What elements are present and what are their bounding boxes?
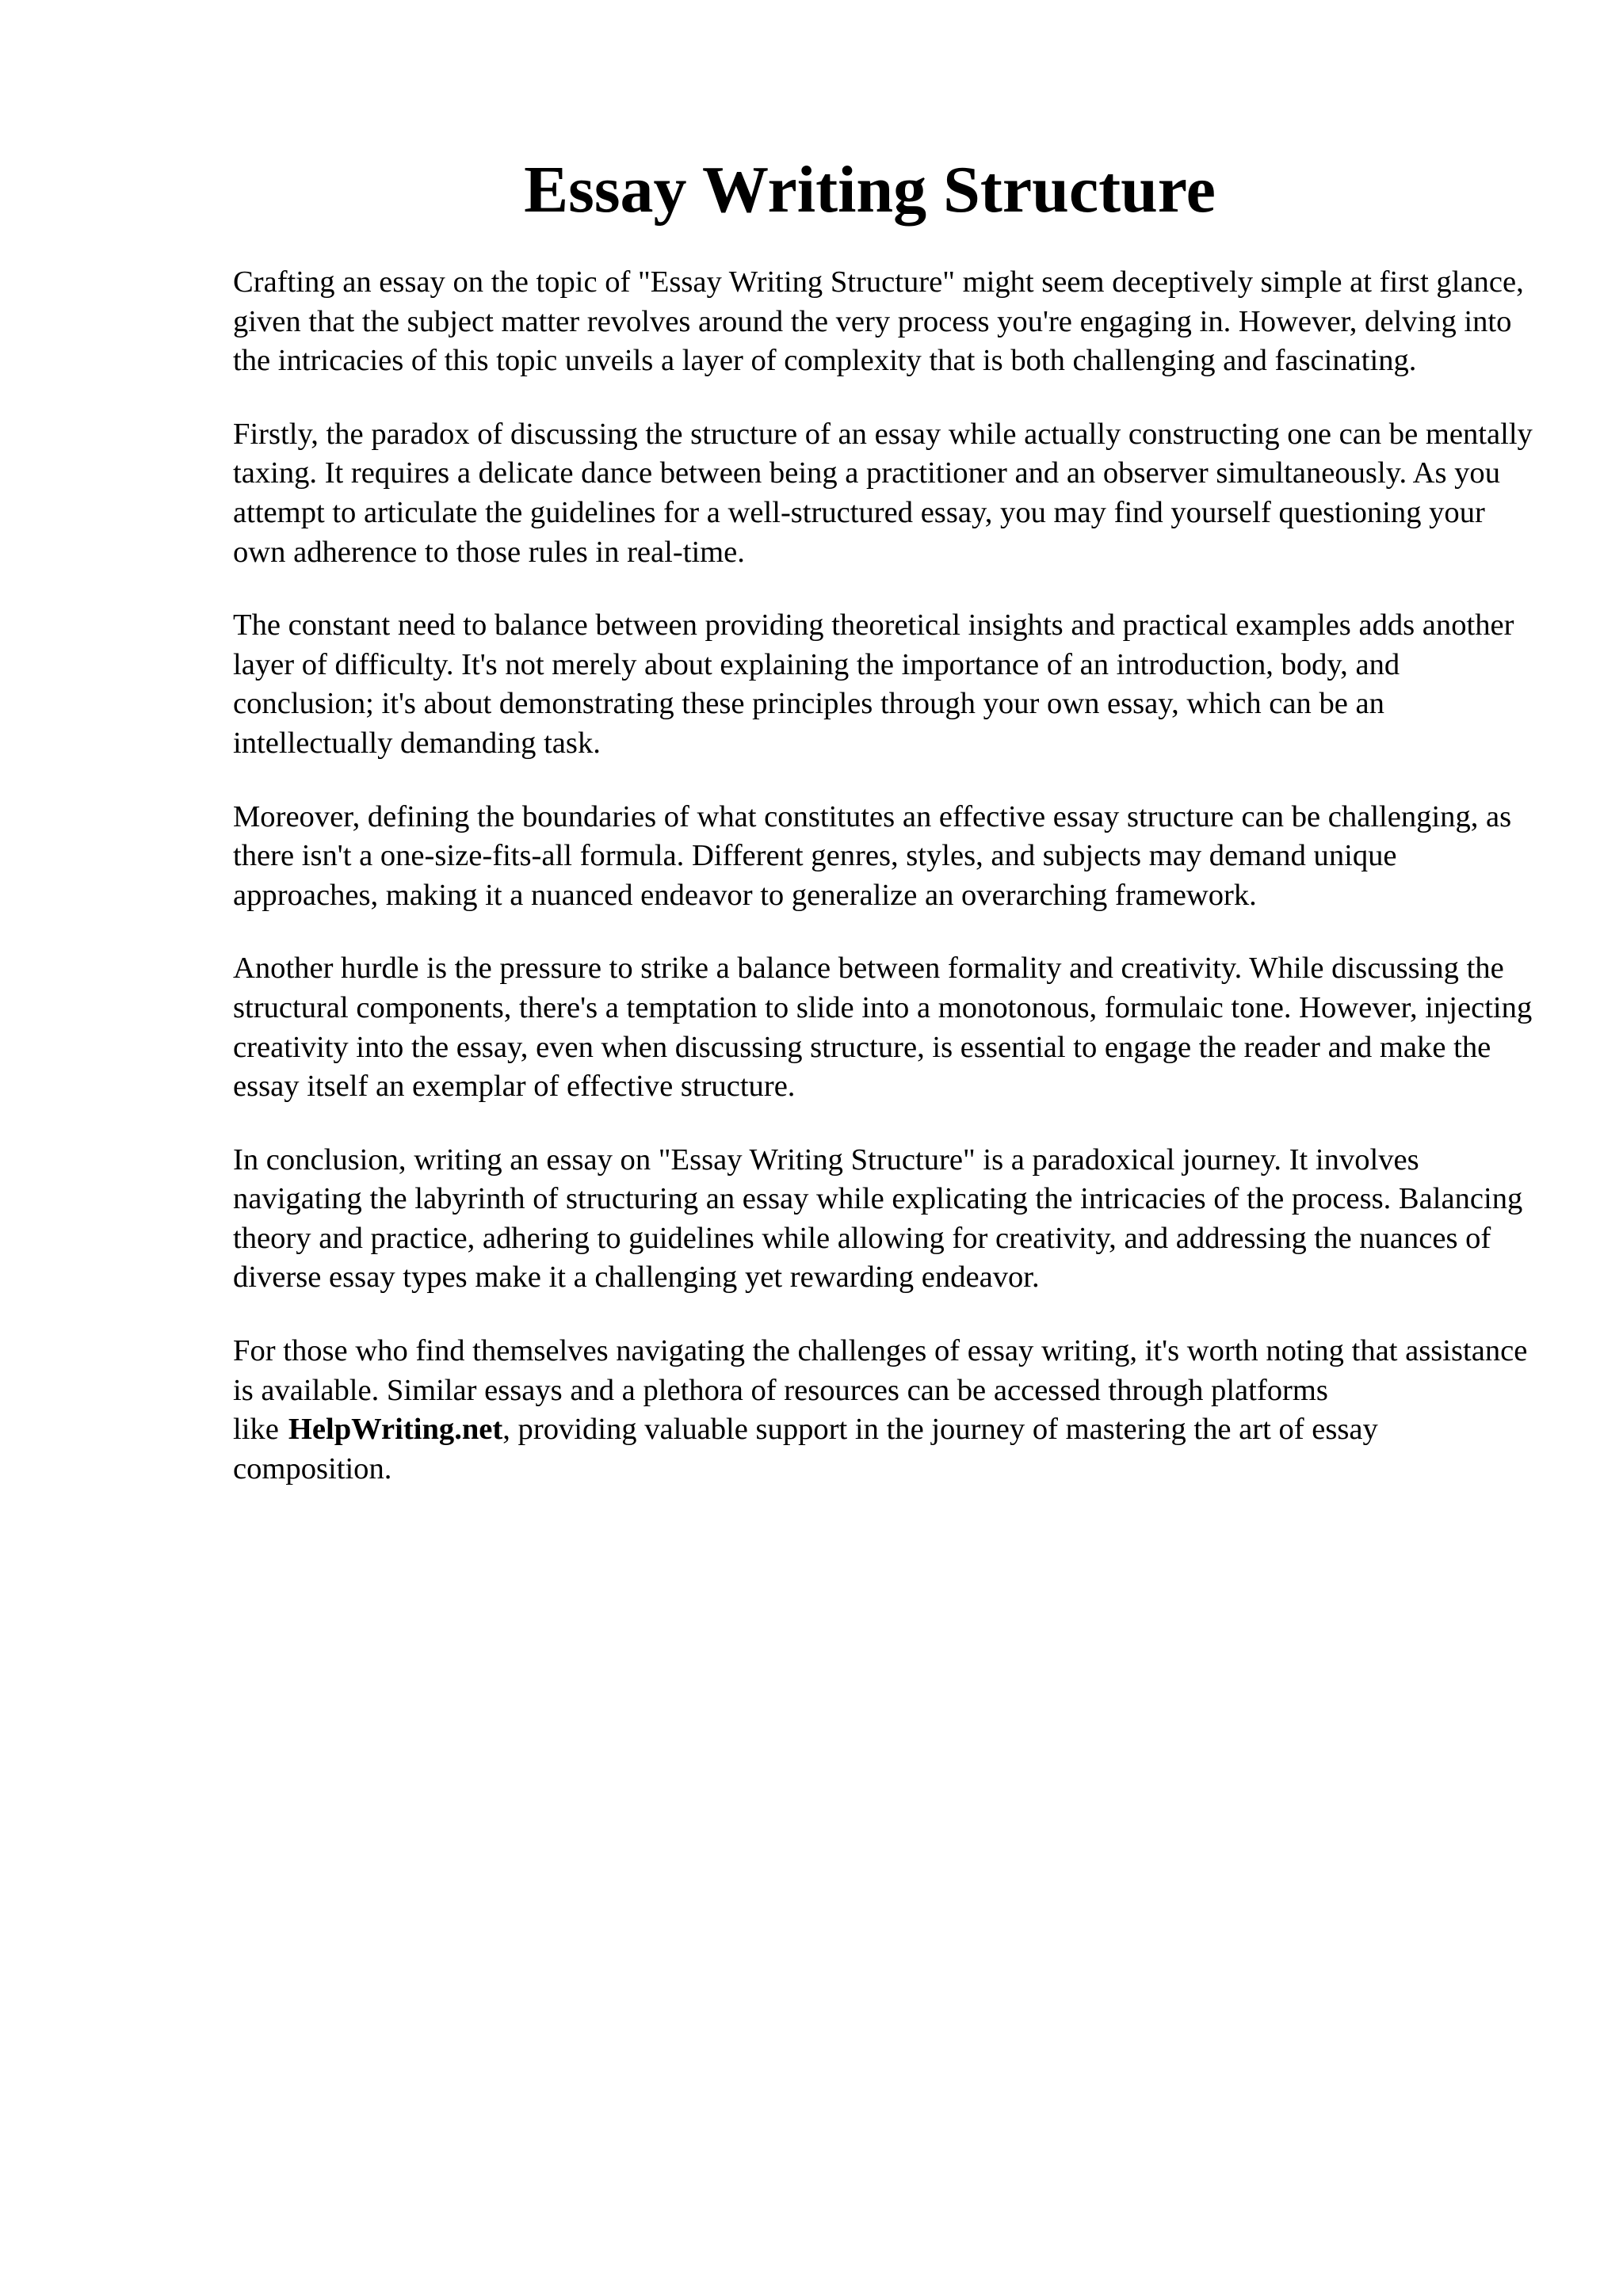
paragraph-4: Moreover, defining the boundaries of what constitutes an effective essay structure can be challenging, as there isn't a one-size-fits-all formula. Different genres, styles, and subjects may demand unique approaches, making it a nuanced endeavor to generalize an overarching framework. xyxy=(233,799,1512,912)
paragraph-7-outro: , providing valuable support in the journey of mastering the art of essay composition. xyxy=(233,1413,1378,1486)
paragraph-3: The constant need to balance between providing theoretical insights and practical examples adds another layer of difficulty. It's not merely about explaining the importance of an introduction, body, and conclusion; it's about demonstrating these principles through your own essay, which can be an intellectually demanding task. xyxy=(233,608,1514,760)
paragraph-7-intro: For those who find themselves navigating the challenges of essay writing, it's worth noting that assistance is available. Similar essays and a plethora of resources can be accessed through platforms like xyxy=(233,1334,1528,1447)
document-body xyxy=(233,263,1533,1523)
paragraph-6: In conclusion, writing an essay on "Essay Writing Structure" is a paradoxical journey. It involves navigating the labyrinth of structuring an essay while explicating the intricacies of the process. Balancing theory and practice, adhering to guidelines while allowing for creativity, and addressing the nuances of diverse essay types make it a challenging yet rewarding endeavor. xyxy=(233,1142,1523,1295)
paragraph-2: Firstly, the paradox of discussing the structure of an essay while actually constructing one can be mentally taxing. It requires a delicate dance between being a practitioner and an observer simultaneously. As you attempt to articulate the guidelines for a well-structured essay, you may find yourself questioning your own adherence to those rules in real-time. xyxy=(233,417,1533,569)
paragraph-1: Crafting an essay on the topic of "Essay Writing Structure" might seem deceptively simple at first glance, given that the subject matter revolves around the very process you're engaging in. However, delving into the intricacies of this topic unveils a layer of complexity that is both challenging and fascinating. xyxy=(233,265,1524,378)
helpwriting-link[interactable]: HelpWriting.net xyxy=(288,1413,503,1447)
paragraph-7 xyxy=(233,1332,1533,1489)
paragraph-5: Another hurdle is the pressure to strike a balance between formality and creativity. While discussing the structural components, there's a temptation to slide into a monotonous, formulaic tone. However, injecting creativity into the essay, even when discussing structure, is essential to engage the reader and make the essay itself an exemplar of effective structure. xyxy=(233,952,1533,1104)
document-title: Essay Writing Structure xyxy=(524,153,1216,227)
